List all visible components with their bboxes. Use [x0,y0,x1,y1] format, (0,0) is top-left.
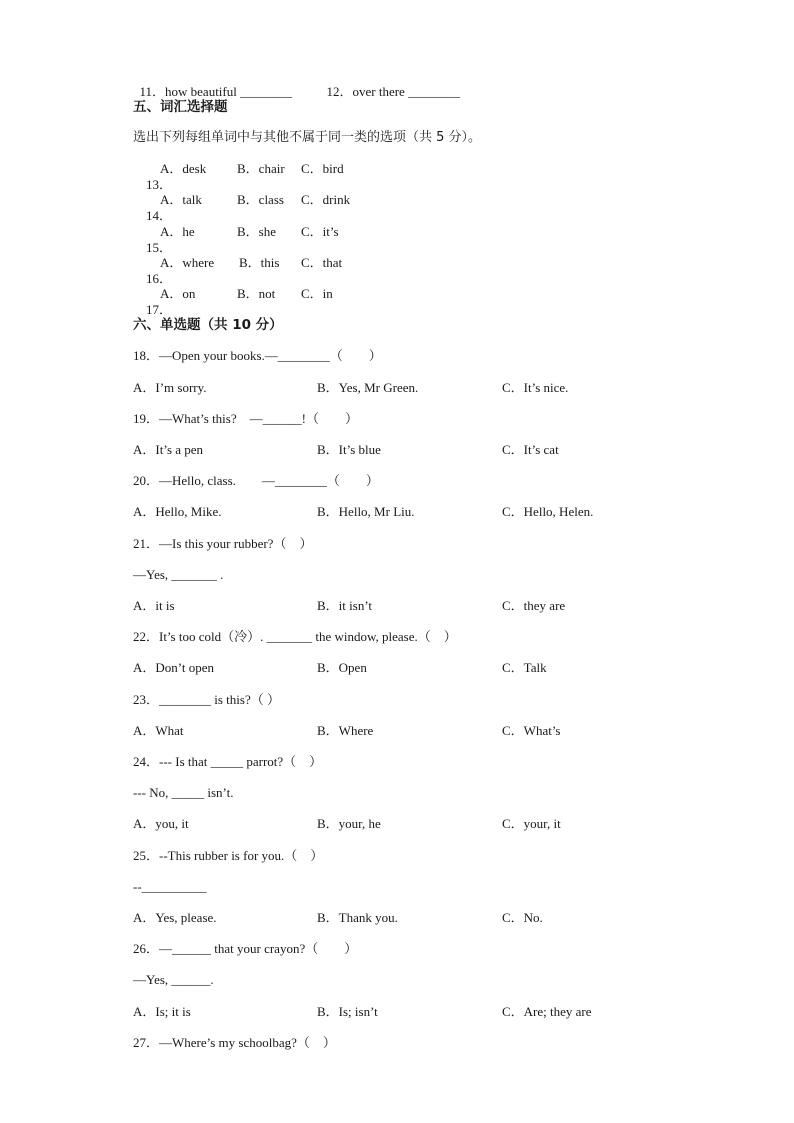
option-b: B．class [237,192,284,207]
question-25-option-b: B．Thank you. [317,910,398,925]
question-25-response: --__________ [133,879,207,894]
question-12-text: 12．over there [326,84,405,99]
question-number: 17． [146,302,173,317]
question-25-option-c: C．No. [502,910,543,925]
question-26-option-a: A．Is; it is [133,1004,191,1019]
question-19-option-a: A．It’s a pen [133,442,204,457]
section-5-instructions: 选出下列每组单词中与其他不属于同一类的选项（共 5 分）。 [133,130,482,145]
question-18-option-a: A．I’m sorry. [133,380,207,395]
question-24-option-a: A．you, it [133,816,189,831]
option-c: C．it’s [301,224,339,239]
question-19-option-b: B．It’s blue [317,442,381,457]
question-11 [133,68,292,100]
question-20-option-a: A．Hello, Mike. [133,504,222,519]
question-25-option-a: A．Yes, please. [133,910,217,925]
option-b: B．not [237,286,276,301]
option-b: B．this [239,255,280,270]
option-a: A．on [160,286,196,301]
question-22-stem: 22．It’s too cold（冷）. _______ the window, please.（ ） [133,629,457,644]
question-22-option-b: B．Open [317,660,367,675]
question-11-blank: ________ [240,84,293,99]
option-a: A．desk [160,161,207,176]
question-27-stem: 27．—Where’s my schoolbag?（ ） [133,1035,336,1050]
option-a: A．he [160,224,195,239]
option-b: B．she [237,224,277,239]
question-20-option-b: B．Hello, Mr Liu. [317,504,415,519]
section-5-title: 五、词汇选择题 [133,99,228,115]
option-c: C．drink [301,192,351,207]
option-c: C．that [301,255,343,270]
question-20-stem: 20．—Hello, class. —________（ ） [133,473,379,488]
section-6-title: 六、单选题（共 10 分） [133,317,283,333]
option-c: C．in [301,286,333,301]
question-26-option-c: C．Are; they are [502,1004,592,1019]
question-26-option-b: B．Is; isn’t [317,1004,378,1019]
question-number: 16． [146,271,173,286]
question-24-option-b: B．your, he [317,816,381,831]
option-b: B．chair [237,161,285,176]
question-23-option-a: A．What [133,723,184,738]
question-18-option-c: C．It’s nice. [502,380,569,395]
question-number: 14． [146,208,173,223]
question-18-stem: 18．—Open your books.—________（ ） [133,348,382,363]
option-a: A．where [160,255,215,270]
question-25-stem: 25．--This rubber is for you.（ ） [133,848,324,863]
question-19-stem: 19．—What’s this? —______!（ ） [133,411,358,426]
question-26-response: —Yes, ______. [133,972,214,987]
question-19-option-c: C．It’s cat [502,442,559,457]
question-22-option-c: C．Talk [502,660,547,675]
question-21-stem: 21．—Is this your rubber?（ ） [133,536,313,551]
question-23-option-c: C．What’s [502,723,561,738]
question-21-option-b: B．it isn’t [317,598,373,613]
question-12 [320,68,460,100]
question-20-option-c: C．Hello, Helen. [502,504,594,519]
question-24-response: --- No, _____ isn’t. [133,785,234,800]
question-11-text: 11．how beautiful [139,84,237,99]
question-24-stem: 24．--- Is that _____ parrot?（ ） [133,754,323,769]
question-21-option-a: A．it is [133,598,175,613]
option-c: C．bird [301,161,344,176]
question-22-option-a: A．Don’t open [133,660,215,675]
question-number: 13． [146,177,173,192]
question-23-option-b: B．Where [317,723,374,738]
option-a: A．talk [160,192,202,207]
question-21-option-c: C．they are [502,598,566,613]
question-23-stem: 23．________ is this?（ ） [133,692,280,707]
question-18-option-b: B．Yes, Mr Green. [317,380,419,395]
question-21-response: —Yes, _______ . [133,567,224,582]
question-26-stem: 26．—______ that your crayon?（ ） [133,941,358,956]
question-12-blank: ________ [408,84,461,99]
question-number: 15． [146,240,173,255]
question-24-option-c: C．your, it [502,816,561,831]
